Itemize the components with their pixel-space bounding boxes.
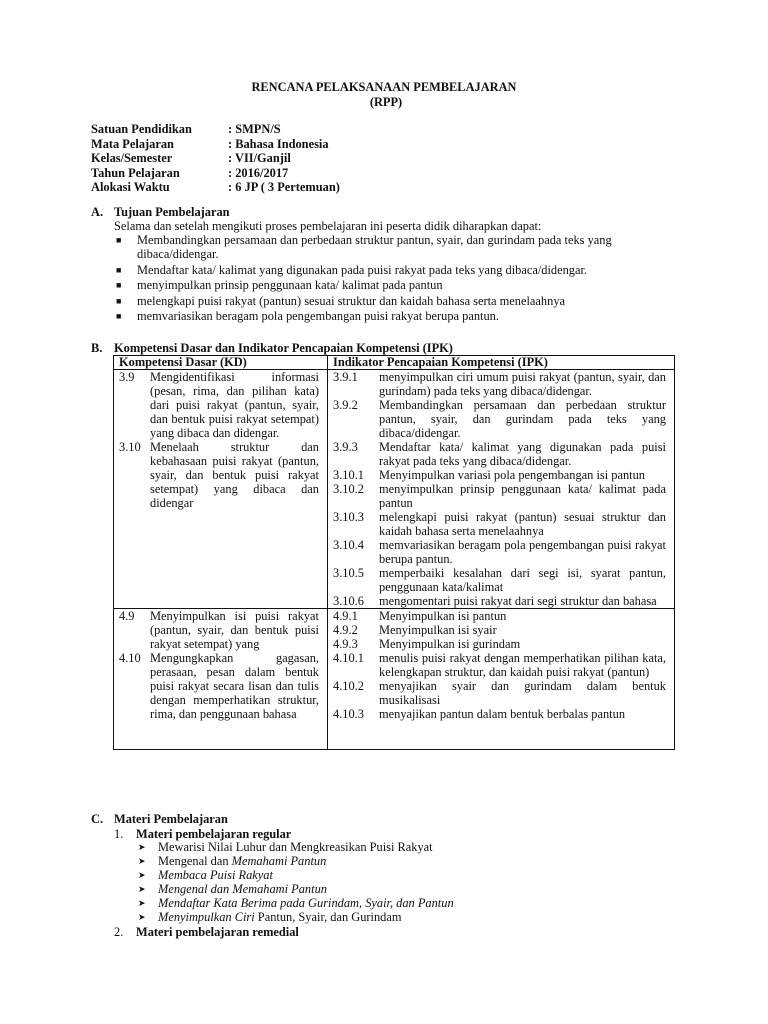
materi-item [136, 869, 454, 883]
square-bullet-icon: ■ [116, 235, 122, 245]
arrowhead-bullet-icon: ➤ [138, 842, 146, 852]
identity-value: : VII/Ganjil [228, 151, 291, 166]
ipk-text: Menyimpulkan isi pantun [379, 609, 507, 623]
identity-row [91, 137, 340, 152]
identity-label: Tahun Pelajaran [91, 165, 180, 180]
identity-row [91, 151, 340, 166]
ipk-item [333, 609, 666, 623]
materi-regular-heading: 1. Materi pembelajaran regular [114, 827, 292, 841]
square-bullet-icon: ■ [116, 295, 122, 306]
arrowhead-bullet-icon: ➤ [138, 855, 146, 866]
square-bullet-icon: ■ [116, 280, 122, 290]
document-subtitle: (RPP) [369, 95, 403, 109]
objective-item [114, 309, 684, 323]
ipk-item [333, 679, 666, 707]
ipk-item [333, 468, 666, 482]
arrowhead-bullet-icon: ➤ [138, 869, 146, 880]
ipk-cell [328, 370, 675, 609]
ipk-header: Indikator Pencapaian Kompetensi (IPK) [328, 356, 675, 370]
ipk-item [333, 398, 666, 440]
ipk-item [333, 510, 666, 538]
ipk-text: menulis puisi rakyat dengan memperhatikan pilihan kata, kelengkapan struktur, dan kaidah puisi rakyat (pantun) [379, 651, 666, 679]
objective-text: Membandingkan persamaan dan perbedaan struktur pantun, syair, dan gurindam pada teks yang dibaca/didengar. [137, 233, 612, 261]
ipk-number: 4.9.3 [333, 637, 358, 651]
arrowhead-bullet-icon: ➤ [138, 911, 146, 922]
identity-value: : 2016/2017 [228, 165, 289, 180]
ipk-item [333, 538, 666, 566]
ipk-number: 3.10.2 [333, 482, 364, 496]
ipk-text: Menyimpulkan isi gurindam [379, 637, 521, 651]
kd-number: 4.9 [119, 609, 135, 623]
objective-item [114, 233, 684, 261]
ipk-item [333, 651, 666, 679]
ipk-text: menyajikan syair dan gurindam dalam bentuk musikalisasi [379, 679, 666, 707]
ipk-text: mengomentari puisi rakyat dari segi struktur dan bahasa [379, 594, 657, 608]
ipk-number: 3.10.6 [333, 594, 364, 608]
arrowhead-bullet-icon: ➤ [138, 883, 146, 894]
table-row [114, 609, 675, 750]
objective-text: memvariasikan beragam pola pengembangan puisi rakyat berupa pantun. [137, 309, 499, 323]
ipk-item [333, 482, 666, 510]
kd-text: Menelaah struktur dan kebahasaan puisi rakyat (pantun, syair, dan bentuk puisi rakyat setempat) yang dibaca dan didengar [150, 440, 319, 510]
section-a-heading: A. Tujuan Pembelajaran [91, 205, 230, 219]
section-c-heading: C. Materi Pembelajaran [91, 812, 228, 826]
identity-value: : Bahasa Indonesia [228, 136, 329, 151]
ipk-item [333, 623, 666, 637]
arrowhead-bullet-icon: ➤ [138, 897, 146, 908]
kd-number: 3.10 [119, 440, 141, 454]
identity-label: Kelas/Semester [91, 151, 173, 166]
kd-item [119, 440, 319, 510]
ipk-number: 3.10.1 [333, 468, 364, 482]
identity-row [91, 166, 340, 181]
ipk-number: 3.10.5 [333, 566, 364, 580]
ipk-number: 3.9.1 [333, 370, 358, 384]
kd-number: 3.9 [119, 370, 135, 384]
objective-text: melengkapi puisi rakyat (pantun) sesuai struktur dan kaidah bahasa serta menelaahnya [137, 293, 566, 308]
identity-value: : SMPN/S [228, 122, 281, 136]
ipk-cell [328, 609, 675, 750]
materi-text-italic: Memahami Pantun [231, 853, 327, 868]
kd-number: 4.10 [119, 651, 141, 665]
materi-list [136, 841, 454, 924]
objective-item [114, 278, 684, 292]
objective-item [114, 294, 684, 308]
identity-label: Mata Pelajaran [91, 136, 174, 151]
ipk-text: menyajikan pantun dalam bentuk berbalas pantun [379, 707, 626, 721]
kd-item [119, 651, 319, 721]
identity-block [91, 122, 340, 195]
materi-text: Mewarisi Nilai Luhur dan Mengkreasikan Puisi Rakyat [158, 840, 433, 854]
competency-table [113, 355, 675, 750]
ipk-text: menyimpulkan prinsip penggunaan kata/ kalimat pada pantun [379, 482, 666, 510]
ipk-item [333, 566, 666, 594]
kd-cell [114, 370, 328, 609]
identity-row [91, 122, 340, 137]
objective-text: Mendaftar kata/ kalimat yang digunakan pada puisi rakyat pada teks yang dibaca/didengar. [137, 262, 588, 277]
identity-row [91, 180, 340, 195]
materi-text-italic: Membaca Puisi Rakyat [158, 867, 273, 882]
objective-item [114, 263, 684, 277]
ipk-number: 3.9.3 [333, 440, 358, 454]
identity-value: : 6 JP ( 3 Pertemuan) [228, 180, 340, 195]
kd-text: Mengidentifikasi informasi (pesan, rima, dan pilihan kata) dari puisi rakyat (pantun, syair, dan bentuk puisi rakyat setempat) yang dibaca dan didengar. [150, 370, 319, 440]
objective-text: menyimpulkan prinsip penggunaan kata/ kalimat pada pantun [137, 278, 443, 292]
table-row [114, 370, 675, 609]
materi-text-italic: Mendaftar Kata Berima pada Gurindam, Syair, dan Pantun [158, 895, 454, 910]
ipk-text: menyimpulkan ciri umum puisi rakyat (pantun, syair, dan gurindam) pada teks yang dibaca/didengar. [379, 370, 666, 398]
materi-text: Mengenal dan [158, 853, 232, 868]
kd-header: Kompetensi Dasar (KD) [114, 356, 328, 370]
kd-text: Mengungkapkan gagasan, perasaan, pesan dalam bentuk puisi rakyat secara lisan dan tulis dengan memperhatikan struktur, rima, dan penggunaan bahasa [150, 651, 319, 721]
materi-item [136, 855, 454, 869]
section-b-heading: B. Kompetensi Dasar dan Indikator Pencapaian Kompetensi (IPK) [91, 341, 453, 355]
ipk-number: 4.9.2 [333, 623, 358, 637]
materi-item [136, 841, 454, 855]
document-title: RENCANA PELAKSANAAN PEMBELAJARAN [251, 80, 517, 94]
ipk-text: Mendaftar kata/ kalimat yang digunakan pada puisi rakyat pada teks yang dibaca/didengar. [379, 440, 666, 468]
ipk-text: memvariasikan beragam pola pengembangan puisi rakyat berupa pantun. [379, 538, 666, 566]
ipk-number: 4.10.1 [333, 651, 364, 665]
ipk-item [333, 637, 666, 651]
materi-item [136, 897, 454, 911]
ipk-item [333, 707, 666, 721]
ipk-number: 4.10.3 [333, 707, 364, 721]
ipk-text: Membandingkan persamaan dan perbedaan struktur pantun, syair, dan gurindam pada teks yang dibaca/didengar. [379, 398, 666, 440]
identity-label: Alokasi Waktu [91, 180, 170, 195]
ipk-number: 4.9.1 [333, 609, 358, 623]
ipk-item [333, 440, 666, 468]
kd-text: Menyimpulkan isi puisi rakyat (pantun, syair, dan bentuk puisi rakyat setempat) yang [150, 609, 319, 651]
materi-item [136, 883, 454, 897]
objectives-list [114, 233, 684, 323]
section-a-intro: Selama dan setelah mengikuti proses pembelajaran ini peserta didik diharapkan dapat: [114, 219, 542, 233]
kd-item [119, 609, 319, 651]
ipk-number: 4.10.2 [333, 679, 364, 693]
materi-remedial-heading: 2. Materi pembelajaran remedial [114, 925, 299, 939]
square-bullet-icon: ■ [116, 264, 122, 275]
ipk-item [333, 594, 666, 608]
materi-text-tail: Pantun, Syair, dan Gurindam [257, 909, 402, 924]
materi-item [136, 911, 454, 925]
identity-label: Satuan Pendidikan [91, 122, 192, 136]
ipk-number: 3.10.4 [333, 538, 364, 552]
ipk-text: memperbaiki kesalahan dari segi isi, syarat pantun, penggunaan kata/kalimat [379, 566, 666, 594]
materi-text-italic: Mengenal dan Memahami Pantun [158, 881, 327, 896]
kd-item [119, 370, 319, 440]
ipk-text: Menyimpulkan variasi pola pengembangan isi pantun [379, 468, 645, 482]
ipk-number: 3.9.2 [333, 398, 358, 412]
ipk-item [333, 370, 666, 398]
square-bullet-icon: ■ [116, 311, 122, 321]
kd-cell [114, 609, 328, 750]
ipk-number: 3.10.3 [333, 510, 364, 524]
ipk-text: Menyimpulkan isi syair [379, 623, 497, 637]
ipk-text: melengkapi puisi rakyat (pantun) sesuai struktur dan kaidah bahasa serta menelaahnya [379, 510, 666, 538]
materi-text-italic: Menyimpulkan Ciri [158, 909, 258, 924]
